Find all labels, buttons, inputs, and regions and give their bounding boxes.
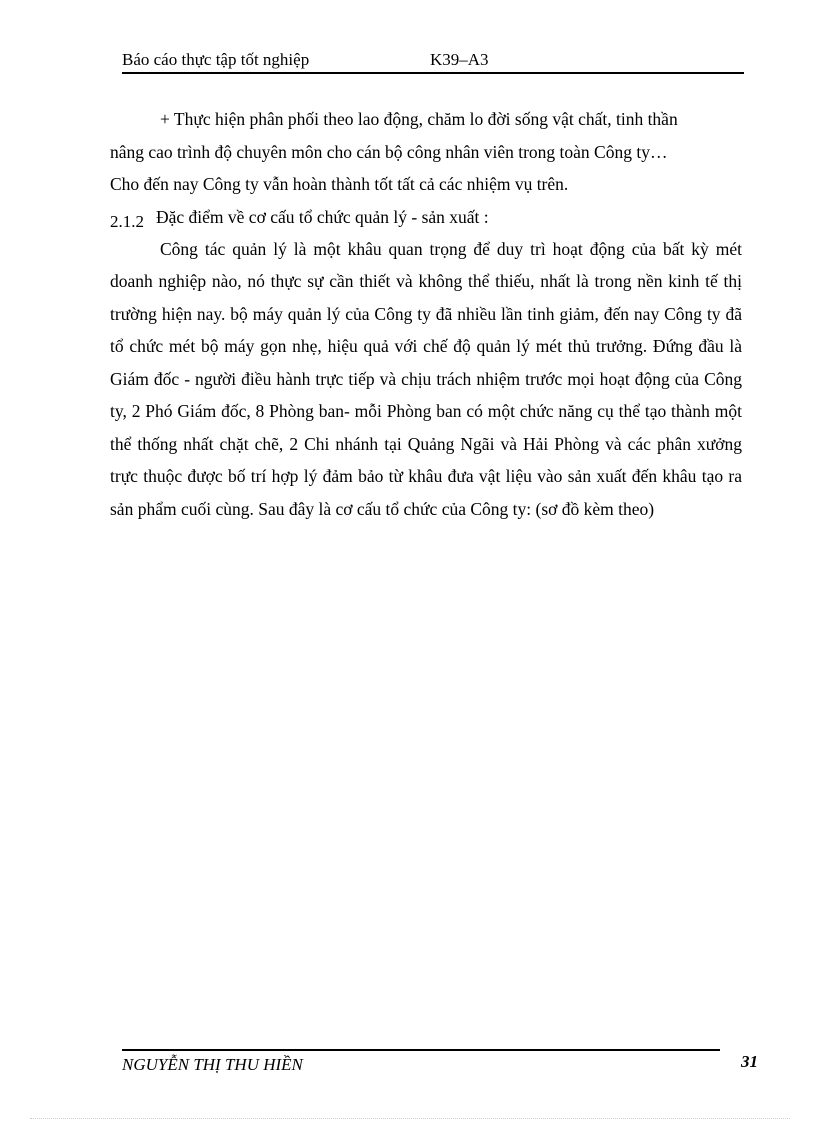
section-heading <box>110 201 742 233</box>
page-edge-divider <box>30 1118 790 1119</box>
author-name: NGUYỄN THỊ THU HIỀN <box>122 1055 303 1074</box>
bullet-line-1: + Thực hiện phân phối theo lao động, chăm lo đời sống vật chất, tinh thần <box>160 109 678 129</box>
bullet-line-2: nâng cao trình độ chuyên môn cho cán bộ công nhân viên trong toàn Công ty… <box>110 141 668 162</box>
footer-rule <box>122 1049 720 1051</box>
section-number: 2.1.2 <box>110 211 144 231</box>
document-body <box>110 103 742 525</box>
section-title: Đặc điểm về cơ cấu tổ chức quản lý - sản xuất : <box>156 206 489 227</box>
bullet-line-3: Cho đến nay Công ty vẫn hoàn thành tốt tất cả các nhiệm vụ trên. <box>110 174 569 194</box>
report-title: Báo cáo thực tập tốt nghiệp <box>122 50 310 69</box>
page-number: 31 <box>741 1052 758 1071</box>
class-code: K39–A3 <box>430 50 489 69</box>
page-header <box>122 50 744 74</box>
body-paragraph: Công tác quản lý là một khâu quan trọng để duy trì hoạt động của bất kỳ mét doanh nghiệp nào, nó thực sự cần thiết và không thể thiếu, nhất là trong nền kinh tế thị trường hiện nay. bộ máy quản lý của Công ty đã nhiều lần tinh giảm, đến nay Công ty đã tổ chức mét bộ máy gọn nhẹ, hiệu quả với chế độ quản lý mét thủ trưởng. Đứng đầu là Giám đốc - người điều hành trực tiếp và chịu trách nhiệm trước mọi hoạt động của Công ty, 2 Phó Giám đốc, 8 Phòng ban- mỗi Phòng ban có một chức năng cụ thể tạo thành một thể thống nhất chặt chẽ, 2 Chi nhánh tại Quảng Ngãi và Hải Phòng và các phân xưởng trực thuộc được bố trí hợp lý đảm bảo từ khâu đưa vật liệu vào sản xuất đến khâu tạo ra sản phẩm cuối cùng. Sau đây là cơ cấu tổ chức của Công ty: (sơ đồ kèm theo) <box>110 238 742 519</box>
